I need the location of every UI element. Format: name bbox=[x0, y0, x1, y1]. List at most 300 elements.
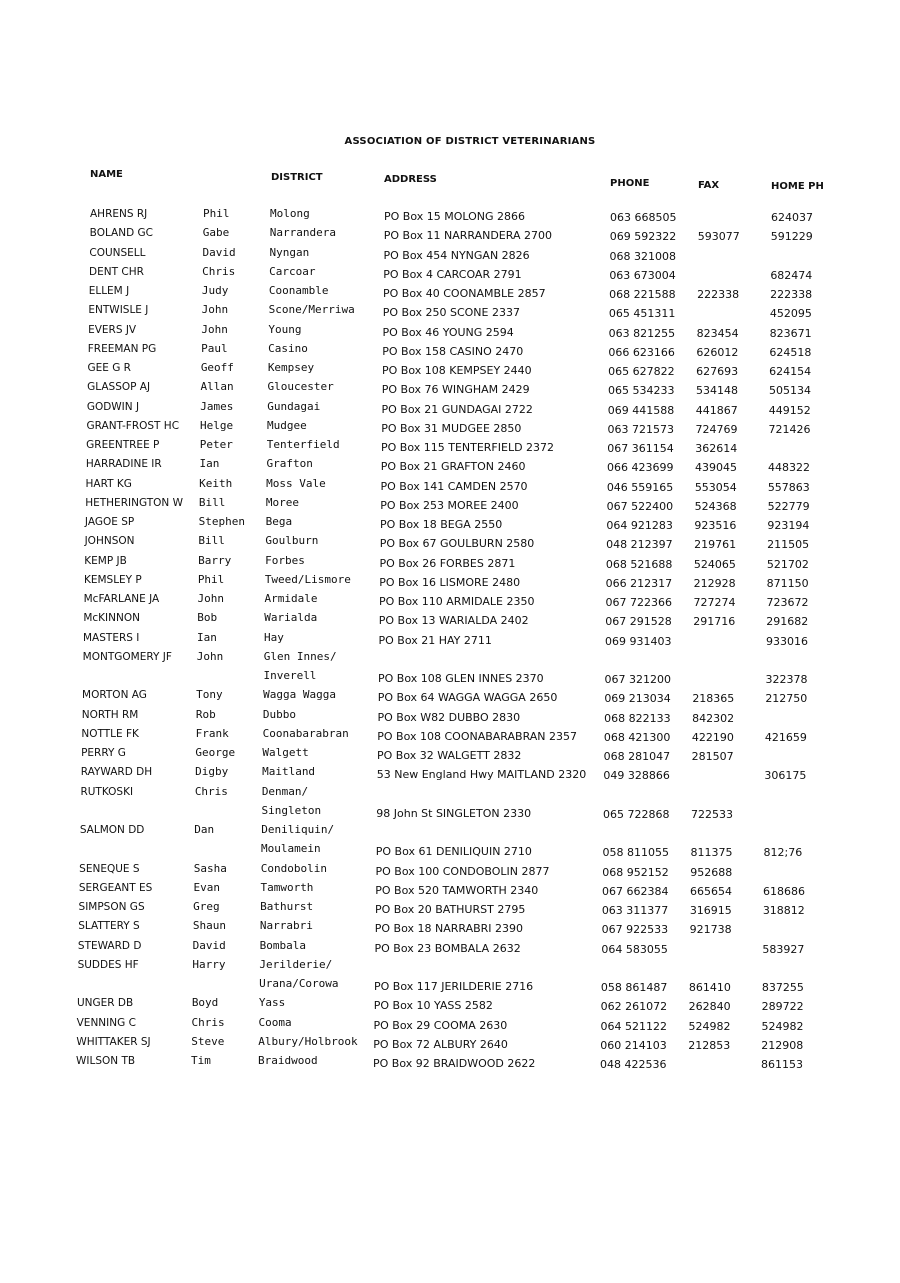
member-row bbox=[0, 573, 900, 592]
member-name: WHITTAKER SJ bbox=[76, 1035, 151, 1048]
member-fax: 921738 bbox=[689, 923, 732, 937]
member-district: Nyngan bbox=[269, 245, 310, 259]
member-address: PO Box 67 GOULBURN 2580 bbox=[379, 537, 535, 551]
member-fax: 422190 bbox=[691, 730, 734, 744]
member-address: PO Box 23 BOMBALA 2632 bbox=[374, 941, 521, 955]
member-address: PO Box 108 KEMPSEY 2440 bbox=[382, 364, 532, 377]
member-first: Peter bbox=[199, 438, 233, 451]
member-district: Hay bbox=[264, 630, 284, 644]
member-home: 505134 bbox=[768, 384, 811, 398]
member-name: JOHNSON bbox=[84, 535, 135, 548]
member-district: Singleton bbox=[261, 803, 322, 817]
member-phone: 058 861487 bbox=[600, 981, 668, 994]
member-row bbox=[0, 554, 900, 573]
member-phone: 067 321200 bbox=[604, 673, 672, 686]
member-first: Chris bbox=[202, 264, 236, 278]
member-row bbox=[0, 631, 900, 650]
member-name: RUTKOSKI bbox=[80, 785, 134, 798]
member-row bbox=[0, 1035, 900, 1054]
member-district: Tenterfield bbox=[266, 438, 340, 451]
member-first: Chris bbox=[191, 1015, 225, 1029]
member-home: 318812 bbox=[762, 904, 805, 917]
member-phone: 062 261072 bbox=[600, 1000, 668, 1014]
member-phone: 069 592322 bbox=[609, 230, 677, 244]
member-row bbox=[0, 457, 900, 476]
member-name: MORTON AG bbox=[82, 689, 147, 702]
member-first: Paul bbox=[201, 341, 228, 355]
member-phone: 065 451311 bbox=[608, 307, 676, 321]
member-fax: 316915 bbox=[689, 904, 732, 917]
member-phone: 069 931403 bbox=[605, 634, 672, 648]
member-phone: 065 627822 bbox=[608, 365, 675, 378]
member-phone: 069 441588 bbox=[607, 403, 675, 417]
member-row bbox=[0, 688, 900, 707]
member-phone: 066 623166 bbox=[608, 345, 675, 359]
member-phone: 064 921283 bbox=[606, 519, 673, 532]
member-fax: 441867 bbox=[695, 403, 738, 417]
member-home: 449152 bbox=[768, 403, 811, 417]
member-home: 861153 bbox=[761, 1058, 803, 1071]
member-address: 53 New England Hwy MAITLAND 2320 bbox=[376, 768, 587, 782]
member-name: SALMON DD bbox=[79, 824, 145, 836]
member-first: Harry bbox=[192, 957, 226, 971]
member-address: PO Box 92 BRAIDWOOD 2622 bbox=[373, 1057, 536, 1070]
member-phone: 067 522400 bbox=[606, 499, 674, 513]
member-row bbox=[0, 284, 900, 303]
member-district: Yass bbox=[258, 996, 286, 1010]
member-row bbox=[0, 380, 900, 399]
member-first: Judy bbox=[201, 284, 229, 297]
member-name: PERRY G bbox=[81, 747, 126, 759]
member-first: Shaun bbox=[192, 919, 227, 933]
member-first: Barry bbox=[198, 553, 232, 567]
member-district: Moree bbox=[265, 495, 300, 509]
member-phone: 063 821255 bbox=[608, 326, 676, 340]
member-district: Grafton bbox=[266, 457, 313, 471]
member-home: 212750 bbox=[765, 692, 808, 706]
member-first: Bill bbox=[198, 534, 225, 548]
member-fax: 665654 bbox=[690, 884, 733, 898]
member-district: Armidale bbox=[264, 592, 318, 605]
member-phone: 068 952152 bbox=[602, 865, 669, 879]
member-phone: 064 583055 bbox=[601, 942, 668, 956]
member-address: PO Box 26 FORBES 2871 bbox=[379, 556, 516, 570]
member-first: Phil bbox=[197, 572, 225, 586]
member-home: 557863 bbox=[767, 480, 810, 494]
member-address: PO Box 13 WARIALDA 2402 bbox=[378, 614, 529, 628]
member-home: 522779 bbox=[767, 499, 810, 513]
member-address: PO Box 21 GUNDAGAI 2722 bbox=[381, 402, 533, 416]
member-fax: 281507 bbox=[691, 750, 734, 763]
member-fax: 218365 bbox=[692, 692, 735, 706]
member-address: PO Box 18 NARRABRI 2390 bbox=[374, 922, 524, 936]
member-name: ELLEM J bbox=[88, 285, 130, 297]
member-address: PO Box 16 LISMORE 2480 bbox=[379, 575, 521, 589]
member-name: GLASSOP AJ bbox=[87, 381, 151, 394]
member-district: Coonamble bbox=[268, 284, 329, 297]
member-home: 723672 bbox=[766, 596, 809, 609]
member-first: Chris bbox=[194, 784, 228, 798]
member-phone: 048 212397 bbox=[606, 538, 673, 552]
member-name: HART KG bbox=[85, 477, 132, 490]
member-row bbox=[0, 611, 900, 630]
member-name: EVERS JV bbox=[88, 323, 137, 336]
member-address: PO Box 454 NYNGAN 2826 bbox=[383, 248, 530, 262]
member-district: Glen Innes/ bbox=[263, 649, 337, 663]
member-district: Bega bbox=[265, 515, 293, 528]
member-first: Frank bbox=[195, 726, 229, 740]
member-phone: 046 559165 bbox=[606, 480, 674, 494]
header-name: NAME bbox=[90, 169, 123, 180]
member-home: 524982 bbox=[761, 1019, 804, 1033]
member-first: Stephen bbox=[198, 515, 245, 528]
member-phone: 068 281047 bbox=[603, 750, 671, 763]
member-name: SENEQUE S bbox=[79, 862, 140, 875]
member-address: PO Box 15 MOLONG 2866 bbox=[384, 210, 526, 223]
member-district: Mudgee bbox=[267, 418, 307, 432]
member-address: PO Box 20 BATHURST 2795 bbox=[375, 903, 526, 916]
member-row bbox=[0, 303, 900, 322]
member-address: PO Box 64 WAGGA WAGGA 2650 bbox=[377, 691, 558, 705]
member-phone: 060 214103 bbox=[600, 1038, 667, 1052]
member-row bbox=[0, 919, 900, 938]
member-address: PO Box 10 YASS 2582 bbox=[373, 999, 493, 1013]
member-phone: 048 422536 bbox=[600, 1058, 667, 1071]
member-home: 222338 bbox=[770, 288, 813, 301]
member-phone: 067 291528 bbox=[605, 615, 672, 629]
member-name: AHRENS RJ bbox=[90, 208, 148, 220]
member-fax: 524982 bbox=[688, 1019, 731, 1033]
member-address: PO Box 100 CONDOBOLIN 2877 bbox=[375, 864, 550, 878]
member-phone: 066 423699 bbox=[607, 461, 674, 475]
member-phone: 069 213034 bbox=[604, 692, 671, 706]
member-name: HETHERINGTON W bbox=[85, 496, 183, 509]
member-address: PO Box 158 CASINO 2470 bbox=[382, 344, 524, 358]
member-name: STEWARD D bbox=[77, 939, 142, 952]
header-phone: PHONE bbox=[610, 178, 650, 189]
member-district: Warialda bbox=[264, 611, 318, 625]
member-home: 823671 bbox=[769, 326, 812, 340]
member-district: Gundagai bbox=[267, 399, 321, 413]
member-district: Gloucester bbox=[267, 380, 334, 394]
member-first: Rob bbox=[195, 707, 216, 721]
member-home: 291682 bbox=[766, 615, 809, 629]
member-row bbox=[0, 823, 900, 842]
member-address: PO Box 21 GRAFTON 2460 bbox=[380, 460, 526, 474]
member-home: 306175 bbox=[764, 769, 807, 783]
member-name: UNGER DB bbox=[76, 997, 134, 1010]
member-name: McKINNON bbox=[83, 612, 140, 625]
member-address: PO Box 76 WINGHAM 2429 bbox=[381, 383, 530, 397]
member-name: SERGEANT ES bbox=[78, 881, 153, 894]
member-name: RAYWARD DH bbox=[80, 766, 153, 779]
member-home: 871150 bbox=[766, 576, 809, 590]
member-address: PO Box 520 TAMWORTH 2340 bbox=[375, 883, 539, 897]
member-first: John bbox=[196, 649, 224, 663]
member-district: Casino bbox=[268, 341, 308, 355]
member-row bbox=[0, 477, 900, 496]
member-district: Walgett bbox=[262, 746, 309, 759]
member-first: Bill bbox=[198, 495, 226, 509]
member-name: KEMP JB bbox=[84, 554, 127, 567]
member-district: Denman/ bbox=[261, 784, 309, 798]
member-fax: 861410 bbox=[688, 981, 731, 994]
member-first: Tony bbox=[196, 688, 223, 702]
member-fax: 524065 bbox=[693, 557, 736, 571]
member-row bbox=[0, 534, 900, 553]
member-home: 421659 bbox=[764, 730, 807, 744]
member-fax: 439045 bbox=[695, 461, 738, 475]
member-district: Carcoar bbox=[269, 264, 316, 278]
member-row bbox=[0, 400, 900, 419]
member-district: Dubbo bbox=[262, 707, 297, 721]
member-district: Deniliquin/ bbox=[261, 823, 335, 836]
member-row bbox=[0, 515, 900, 534]
member-home: 682474 bbox=[770, 268, 813, 282]
member-district: Tweed/Lismore bbox=[264, 572, 351, 586]
member-phone: 066 212317 bbox=[605, 576, 673, 590]
member-home: 624037 bbox=[771, 211, 813, 224]
member-fax: 626012 bbox=[696, 345, 739, 359]
member-name: NORTH RM bbox=[81, 708, 139, 721]
member-fax: 291716 bbox=[693, 615, 736, 629]
document-title: ASSOCIATION OF DISTRICT VETERINARIANS bbox=[344, 136, 596, 147]
member-name: FREEMAN PG bbox=[87, 342, 157, 355]
member-district: Braidwood bbox=[258, 1054, 318, 1067]
member-address: PO Box 29 COOMA 2630 bbox=[373, 1018, 508, 1032]
member-phone: 067 662384 bbox=[602, 884, 669, 898]
member-name: NOTTLE FK bbox=[81, 727, 139, 740]
member-fax: 534148 bbox=[695, 384, 738, 398]
member-phone: 068 221588 bbox=[609, 288, 676, 301]
member-row bbox=[0, 862, 900, 881]
member-fax: 811375 bbox=[690, 846, 733, 860]
member-name: ENTWISLE J bbox=[88, 304, 149, 317]
member-name: KEMSLEY P bbox=[83, 573, 142, 586]
header-address: ADDRESS bbox=[384, 174, 437, 185]
member-first: Keith bbox=[199, 476, 233, 490]
member-district: Moss Vale bbox=[266, 476, 326, 490]
member-address: PO Box 141 CAMDEN 2570 bbox=[380, 479, 528, 493]
member-row bbox=[0, 939, 900, 958]
member-first: John bbox=[197, 592, 225, 605]
member-phone: 068 421300 bbox=[603, 730, 671, 744]
member-row bbox=[0, 842, 900, 861]
member-district: Bathurst bbox=[260, 900, 314, 913]
member-phone: 067 922533 bbox=[601, 923, 669, 937]
member-name: MASTERS I bbox=[83, 631, 140, 644]
member-home: 837255 bbox=[761, 981, 804, 994]
member-district: Molong bbox=[270, 207, 310, 220]
member-district: Bombala bbox=[259, 938, 306, 952]
member-row bbox=[0, 977, 900, 996]
member-row bbox=[0, 650, 900, 669]
member-fax: 262840 bbox=[688, 1000, 731, 1014]
member-phone: 067 361154 bbox=[607, 442, 674, 455]
member-fax: 362614 bbox=[695, 442, 738, 455]
member-address: PO Box 18 BEGA 2550 bbox=[380, 518, 503, 531]
member-address: PO Box W82 DUBBO 2830 bbox=[377, 710, 521, 724]
member-name: GREENTREE P bbox=[86, 439, 160, 451]
member-home: 452095 bbox=[769, 307, 812, 321]
member-first: Allan bbox=[200, 380, 234, 394]
member-row bbox=[0, 881, 900, 900]
member-address: PO Box 108 GLEN INNES 2370 bbox=[378, 672, 544, 685]
member-first: John bbox=[201, 322, 228, 336]
member-first: Steve bbox=[191, 1034, 225, 1048]
member-fax: 222338 bbox=[697, 288, 740, 301]
member-first: George bbox=[195, 746, 236, 759]
member-first: Sasha bbox=[193, 861, 227, 875]
member-first: Evan bbox=[193, 880, 220, 894]
member-home: 211505 bbox=[767, 538, 810, 552]
member-row bbox=[0, 727, 900, 746]
member-phone: 063 673004 bbox=[609, 268, 676, 282]
member-first: James bbox=[200, 399, 234, 413]
member-fax: 627693 bbox=[696, 365, 739, 378]
member-first: Greg bbox=[193, 900, 220, 913]
member-district: Tamworth bbox=[260, 880, 314, 894]
member-address: PO Box 46 YOUNG 2594 bbox=[382, 325, 514, 339]
member-row bbox=[0, 746, 900, 765]
member-district: Narrabri bbox=[259, 919, 313, 933]
member-name: SUDDES HF bbox=[77, 958, 139, 971]
member-name: GODWIN J bbox=[86, 400, 140, 413]
member-address: PO Box 253 MOREE 2400 bbox=[380, 498, 519, 512]
member-name: DENT CHR bbox=[89, 265, 144, 278]
member-row bbox=[0, 785, 900, 804]
member-phone: 058 811055 bbox=[602, 846, 669, 860]
member-first: Gabe bbox=[202, 226, 230, 240]
member-district: Cooma bbox=[258, 1015, 292, 1029]
member-home: 448322 bbox=[768, 461, 811, 475]
member-name: BOLAND GC bbox=[89, 227, 153, 240]
member-row bbox=[0, 265, 900, 284]
member-district: Urana/Corowa bbox=[259, 977, 339, 990]
member-fax: 823454 bbox=[696, 326, 739, 340]
member-fax: 212928 bbox=[693, 576, 736, 590]
member-address: PO Box 61 DENILIQUIN 2710 bbox=[375, 845, 532, 859]
member-district: Young bbox=[268, 322, 302, 336]
member-address: PO Box 40 COONAMBLE 2857 bbox=[383, 287, 546, 300]
member-district: Maitland bbox=[262, 765, 316, 779]
member-phone: 063 311377 bbox=[601, 904, 669, 917]
member-phone: 068 822133 bbox=[604, 711, 671, 725]
member-phone: 049 328866 bbox=[603, 769, 670, 783]
member-address: PO Box 108 COONABARABRAN 2357 bbox=[377, 729, 578, 743]
member-row bbox=[0, 323, 900, 342]
member-home: 591229 bbox=[770, 230, 813, 244]
member-home: 812;76 bbox=[763, 846, 803, 860]
member-address: PO Box 4 CARCOAR 2791 bbox=[383, 267, 522, 281]
member-row bbox=[0, 342, 900, 361]
member-district: Kempsey bbox=[267, 361, 315, 374]
member-district: Forbes bbox=[265, 553, 305, 567]
member-address: PO Box 11 NARRANDERA 2700 bbox=[383, 229, 552, 243]
member-first: Geoff bbox=[200, 361, 234, 374]
member-row bbox=[0, 496, 900, 515]
member-address: PO Box 115 TENTERFIELD 2372 bbox=[381, 441, 555, 454]
member-phone: 067 722366 bbox=[605, 596, 672, 609]
member-row bbox=[0, 804, 900, 823]
member-row bbox=[0, 1016, 900, 1035]
member-fax: 727274 bbox=[693, 596, 736, 609]
member-first: David bbox=[202, 245, 236, 259]
member-home: 521702 bbox=[766, 557, 809, 571]
member-name: GEE G R bbox=[87, 362, 131, 374]
member-district: Condobolin bbox=[260, 861, 327, 875]
member-row bbox=[0, 226, 900, 245]
member-first: John bbox=[201, 303, 229, 317]
member-district: Narrandera bbox=[269, 226, 336, 240]
header-home-phone: HOME PH bbox=[771, 181, 824, 192]
member-home: 624518 bbox=[769, 345, 812, 359]
member-first: Dan bbox=[194, 823, 215, 836]
header-district: DISTRICT bbox=[271, 172, 323, 183]
member-address: PO Box 250 SCONE 2337 bbox=[382, 306, 520, 320]
member-name: JAGOE SP bbox=[84, 516, 135, 528]
member-fax: 952688 bbox=[690, 865, 733, 879]
member-first: Helge bbox=[200, 418, 234, 432]
member-fax: 212853 bbox=[688, 1038, 731, 1052]
member-name: COUNSELL bbox=[89, 246, 146, 259]
member-home: 624154 bbox=[769, 365, 812, 378]
member-first: Phil bbox=[203, 207, 230, 220]
member-phone: 064 521122 bbox=[600, 1019, 667, 1033]
member-district: Albury/Holbrook bbox=[258, 1034, 358, 1048]
member-first: Boyd bbox=[191, 996, 219, 1010]
member-row bbox=[0, 958, 900, 977]
member-home: 721426 bbox=[768, 422, 811, 436]
member-phone: 063 721573 bbox=[607, 422, 674, 436]
member-first: Tim bbox=[191, 1054, 211, 1067]
member-row bbox=[0, 419, 900, 438]
member-fax: 593077 bbox=[697, 230, 740, 244]
member-fax: 722533 bbox=[690, 807, 733, 821]
member-fax: 219761 bbox=[694, 538, 737, 552]
member-fax: 553054 bbox=[694, 480, 737, 494]
member-row bbox=[0, 708, 900, 727]
member-district: Wagga Wagga bbox=[263, 688, 337, 702]
member-name: MONTGOMERY JF bbox=[82, 650, 172, 663]
member-phone: 068 321008 bbox=[609, 249, 677, 263]
member-first: Ian bbox=[199, 457, 220, 471]
member-district: Scone/Merriwa bbox=[268, 303, 355, 317]
member-home: 923194 bbox=[767, 519, 810, 532]
member-district: Goulburn bbox=[265, 534, 319, 548]
member-home: 933016 bbox=[766, 634, 808, 648]
member-name: HARRADINE IR bbox=[85, 458, 162, 471]
member-address: PO Box 117 JERILDERIE 2716 bbox=[374, 980, 534, 993]
member-home: 583927 bbox=[762, 942, 805, 956]
member-name: McFARLANE JA bbox=[83, 593, 160, 605]
header-fax: FAX bbox=[698, 180, 720, 191]
member-district: Moulamein bbox=[261, 842, 321, 856]
member-district: Coonabarabran bbox=[262, 726, 349, 740]
member-phone: 065 534233 bbox=[607, 384, 675, 398]
member-first: David bbox=[192, 938, 226, 952]
member-phone: 068 521688 bbox=[605, 557, 673, 571]
member-row bbox=[0, 361, 900, 380]
member-home: 618686 bbox=[763, 884, 806, 898]
member-first: Digby bbox=[195, 765, 229, 779]
member-fax: 524368 bbox=[694, 499, 737, 513]
member-first: Ian bbox=[197, 630, 217, 644]
member-address: PO Box 72 ALBURY 2640 bbox=[373, 1037, 508, 1051]
member-address: 98 John St SINGLETON 2330 bbox=[376, 806, 532, 820]
member-home: 212908 bbox=[761, 1038, 804, 1052]
member-name: SLATTERY S bbox=[78, 920, 140, 933]
